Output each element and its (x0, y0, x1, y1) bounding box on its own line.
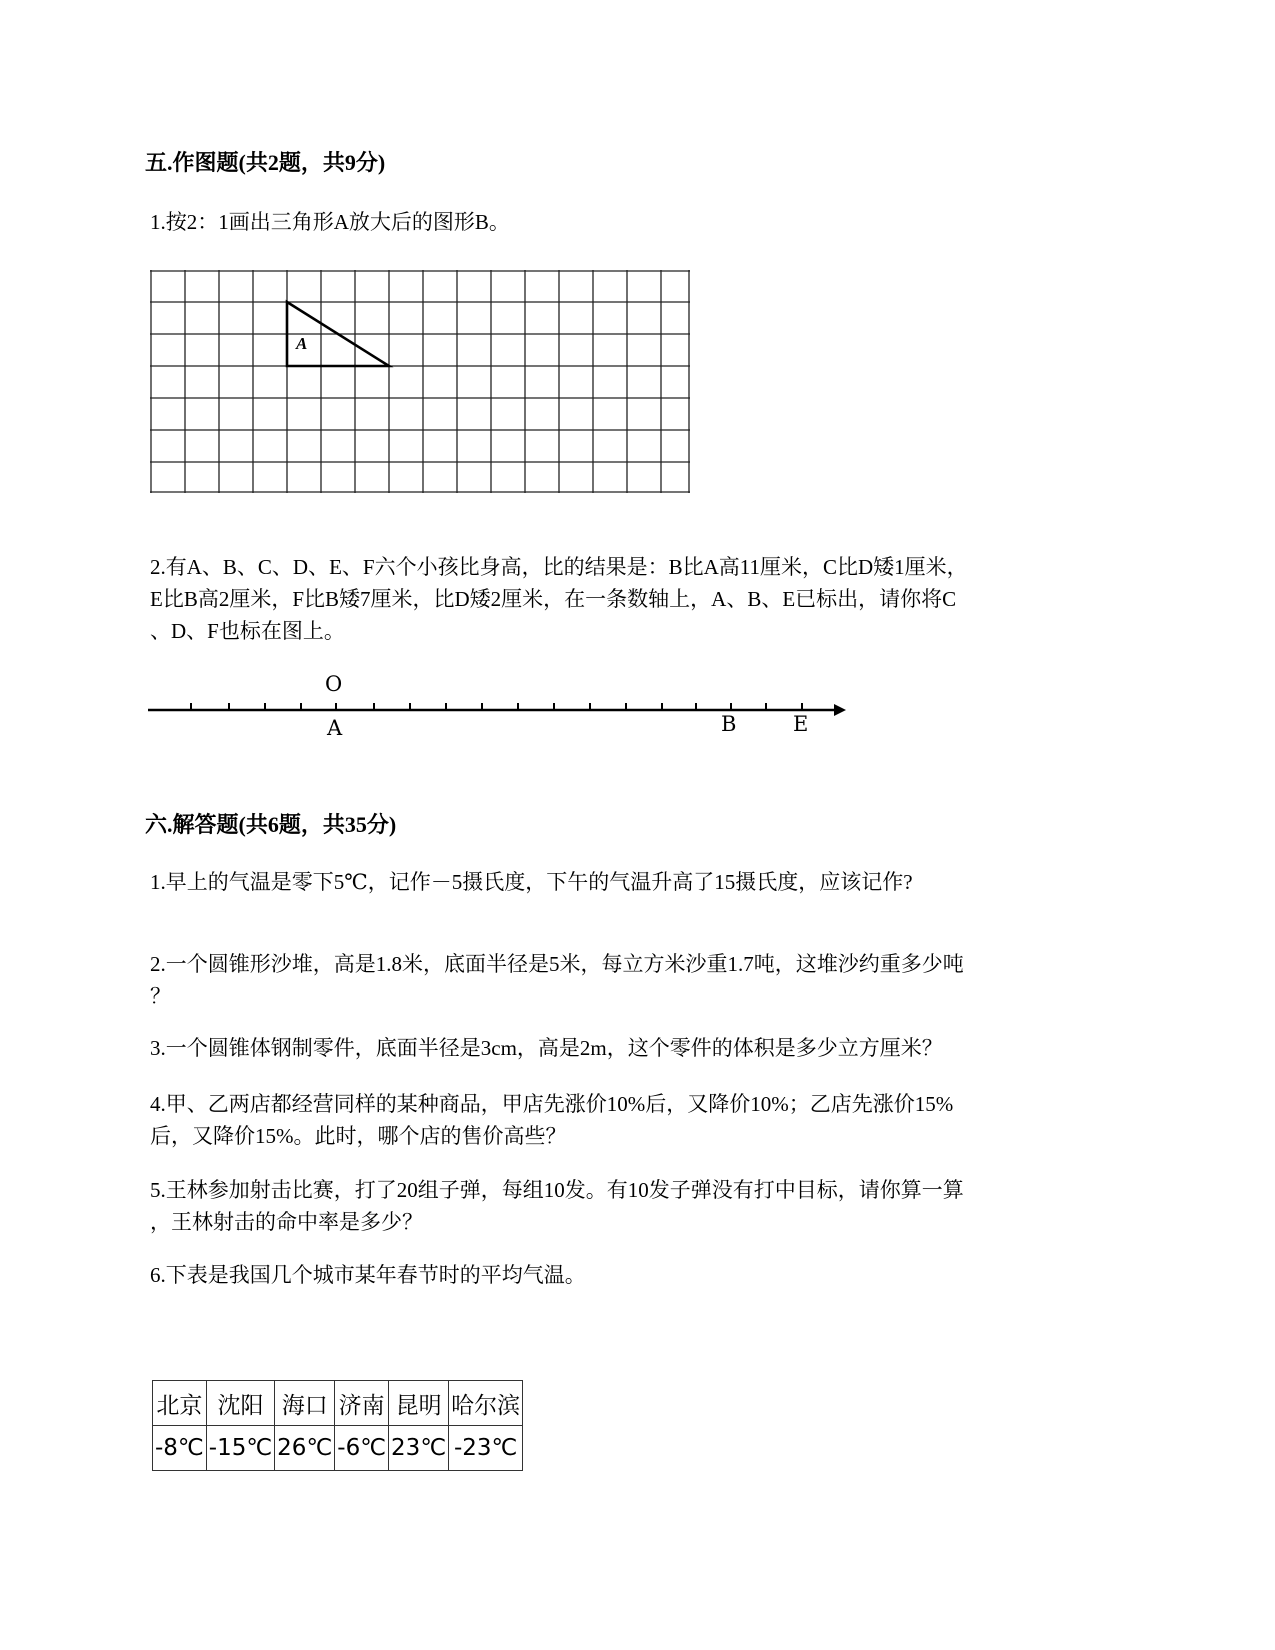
axis-label-e: E (793, 712, 809, 736)
question-6-5-line-2: ，王林射击的命中率是多少？ (150, 1210, 423, 1234)
question-6-4-line-2: 后，又降价15%。此时，哪个店的售价高些？ (150, 1124, 567, 1148)
table-row-cities (153, 1381, 523, 1426)
question-5-2 (150, 551, 1125, 647)
question-5-2-line-3: 、D、F也标在图上。 (150, 619, 345, 643)
table-cell: 哈尔滨 (449, 1381, 523, 1426)
axis-origin-label: O (325, 672, 343, 696)
question-6-1: 1.早上的气温是零下5℃，记作－5摄氏度，下午的气温升高了15摄氏度，应该记作? (150, 870, 913, 894)
table-cell: -15℃ (206, 1426, 274, 1471)
table-cell: 26℃ (275, 1426, 335, 1471)
table-cell: 济南 (335, 1381, 389, 1426)
question-5-1: 1.按2：1画出三角形A放大后的图形B。 (150, 210, 510, 234)
table-cell: 23℃ (389, 1426, 449, 1471)
table-cell: -23℃ (449, 1426, 523, 1471)
question-6-2 (150, 948, 1125, 1012)
axis-label-a: A (327, 716, 343, 740)
question-6-2-line-2: ？ (150, 984, 171, 1008)
table-cell: -6℃ (335, 1426, 389, 1471)
grid-figure (150, 270, 692, 495)
axis-label-b: B (721, 712, 737, 736)
question-6-4 (150, 1088, 1125, 1152)
question-6-2-line-1: 2.一个圆锥形沙堆，高是1.8米，底面半径是5米，每立方米沙重1.7吨，这堆沙约重多少吨 (150, 952, 964, 976)
question-5-2-line-2: E比B高2厘米，F比B矮7厘米，比D矮2厘米，在一条数轴上，A、B、E已标出，请你将C (150, 587, 957, 611)
question-6-3: 3.一个圆锥体钢制零件，底面半径是3cm，高是2m，这个零件的体积是多少立方厘米？ (150, 1036, 943, 1060)
question-6-6: 6.下表是我国几个城市某年春节时的平均气温。 (150, 1263, 586, 1287)
section6-heading: 六.解答题(共6题，共35分) (145, 812, 397, 837)
question-6-4-line-1: 4.甲、乙两店都经营同样的某种商品，甲店先涨价10%后，又降价10%；乙店先涨价15% (150, 1092, 954, 1116)
table-cell: -8℃ (153, 1426, 207, 1471)
table-cell: 昆明 (389, 1381, 449, 1426)
table-cell: 海口 (275, 1381, 335, 1426)
axis-arrow (834, 704, 846, 716)
question-6-5-line-1: 5.王林参加射击比赛，打了20组子弹，每组10发。有10发子弹没有打中目标，请你算一算 (150, 1178, 964, 1202)
question-6-5 (150, 1174, 1125, 1238)
number-line (148, 700, 848, 750)
grid-lines (150, 270, 690, 493)
question-5-2-line-1: 2.有A、B、C、D、E、F六个小孩比身高，比的结果是：B比A高11厘米，C比D矮1厘米， (150, 555, 968, 579)
temperature-table (152, 1380, 523, 1471)
triangle-label: A (296, 334, 308, 353)
section5-heading: 五.作图题(共2题，共9分) (145, 150, 386, 175)
table-row-temps (153, 1426, 523, 1471)
table-cell: 北京 (153, 1381, 207, 1426)
table-cell: 沈阳 (206, 1381, 274, 1426)
